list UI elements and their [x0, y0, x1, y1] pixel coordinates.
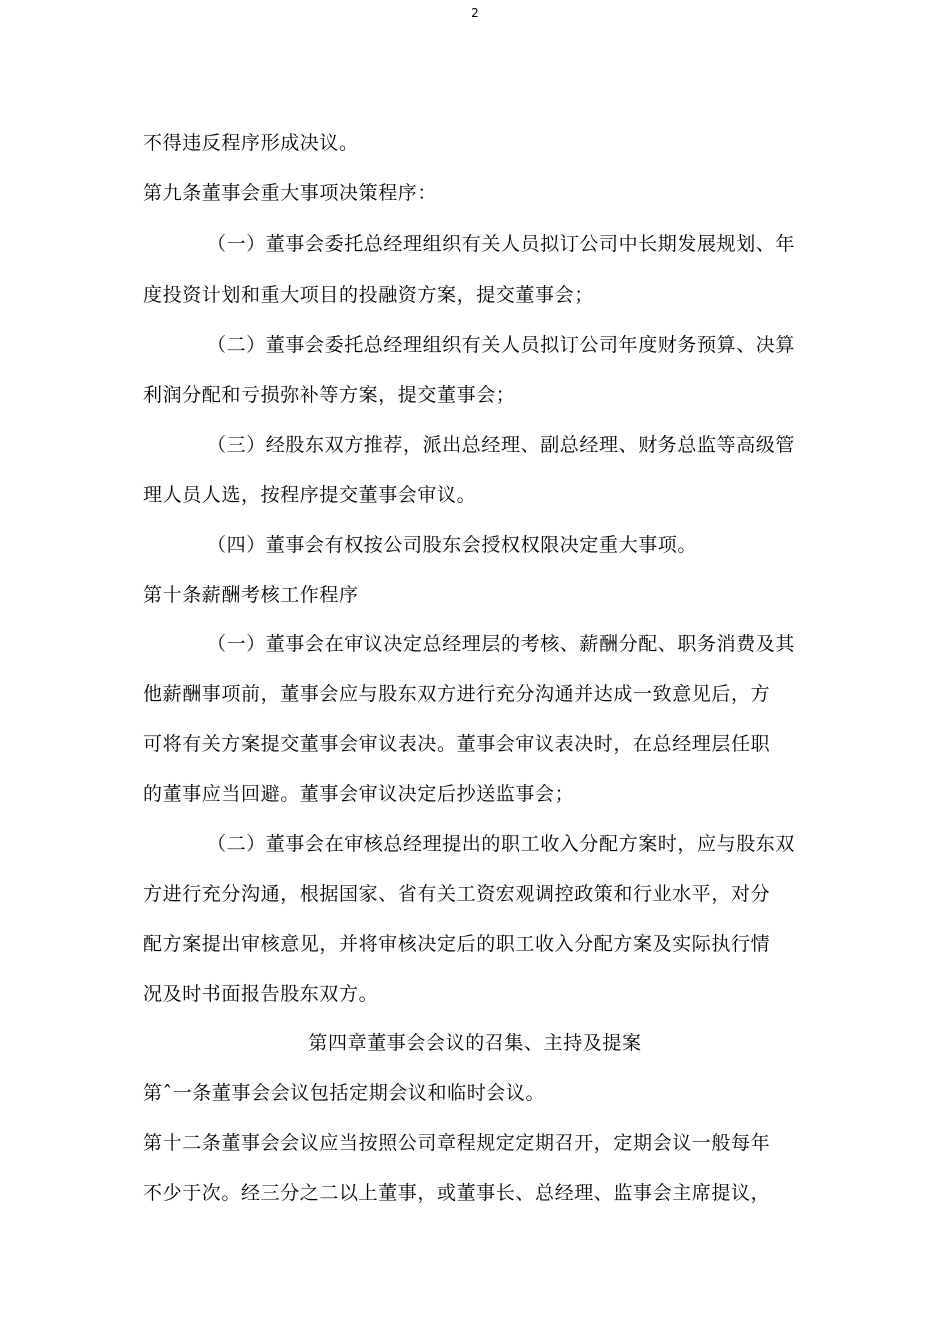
text-line: 可将有关方案提交董事会审议表决。董事会审议表决时，在总经理层任职 — [143, 733, 771, 755]
text-line: 的董事应当回避。董事会审议决定后抄送监事会； — [143, 783, 575, 805]
list-item-line: （四）董事会有权按公司股东会授权权限决定重大事项。 — [207, 534, 698, 556]
article-heading: 第十二条董事会会议应当按照公司章程规定定期召开，定期会议一般每年 — [143, 1132, 771, 1154]
text-line: 度投资计划和重大项目的投融资方案，提交董事会； — [143, 284, 594, 306]
text-line: 方进行充分沟通，根据国家、省有关工资宏观调控政策和行业水平，对分 — [143, 883, 771, 905]
text-line: 不少于次。经三分之二以上董事，或董事长、总经理、监事会主席提议， — [143, 1182, 771, 1204]
list-item-line: （三）经股东双方推荐，派出总经理、副总经理、财务总监等高级管 — [207, 434, 796, 456]
article-heading: 第九条董事会重大事项决策程序： — [143, 182, 438, 204]
list-item-line: （一）董事会委托总经理组织有关人员拟订公司中长期发展规划、年 — [207, 233, 796, 255]
text-line: 况及时书面报告股东双方。 — [143, 983, 379, 1005]
text-line: 配方案提出审核意见，并将审核决定后的职工收入分配方案及实际执行情 — [143, 933, 771, 955]
list-item-line: （二）董事会在审核总经理提出的职工收入分配方案时，应与股东双 — [207, 833, 796, 855]
list-item-line: （一）董事会在审议决定总经理层的考核、薪酬分配、职务消费及其 — [207, 633, 796, 655]
text-line: 利润分配和亏损弥补等方案，提交董事会； — [143, 384, 516, 406]
page-number: 2 — [471, 6, 479, 20]
article-heading: 第十条薪酬考核工作程序 — [143, 584, 359, 606]
text-line: 理人员人选，按程序提交董事会审议。 — [143, 484, 477, 506]
text-line: 不得违反程序形成决议。 — [143, 132, 359, 154]
chapter-heading: 第四章董事会会议的召集、主持及提案 — [308, 1032, 642, 1054]
text-line: 他薪酬事项前，董事会应与股东双方进行充分沟通并达成一致意见后，方 — [143, 683, 771, 705]
list-item-line: （二）董事会委托总经理组织有关人员拟订公司年度财务预算、决算 — [207, 334, 796, 356]
article-heading: 第ˆ一条董事会会议包括定期会议和临时会议。 — [143, 1082, 546, 1104]
